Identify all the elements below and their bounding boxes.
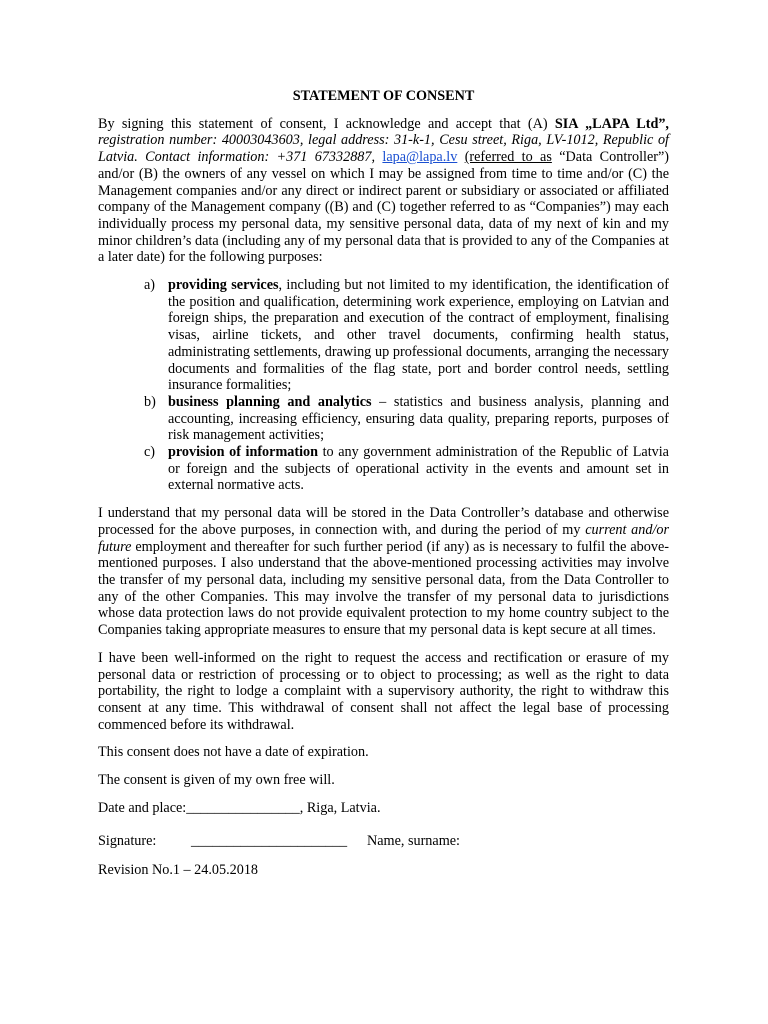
name-surname-label: Name, surname:	[367, 833, 460, 850]
list-marker: a)	[144, 277, 156, 294]
free-will-statement: The consent is given of my own free will.	[98, 772, 335, 789]
purposes-list	[98, 277, 669, 494]
data-storage-paragraph: I understand that my personal data will be stored in the Data Controller’s database and otherwise processed for the above purposes, in connection with, and during the period of my current and/or future employment and thereafter for such further period (if any) as is necessary to fulfil the above-mentioned purposes. I also understand that the above-mentioned processing activities may involve the transfer of my personal data, including my sensitive personal data, from the Data Controller to any of the other Companies. This may involve the transfer of my personal data to jurisdictions whose data protection laws do not provide equivalent protection to my home country subject to the Companies taking appropriate measures to ensure that my personal data is kept secure at all times.	[98, 505, 670, 639]
revision-note: Revision No.1 – 24.05.2018	[98, 862, 259, 879]
list-item	[98, 394, 669, 444]
referred-to-as: (referred to as	[464, 149, 552, 166]
purpose-text: to any government administration of the Republic of Latvia or foreign and the subjects of operational activity in the events and amount set in external normative acts.	[168, 444, 669, 494]
document-title: STATEMENT OF CONSENT	[292, 88, 475, 104]
list-marker: b)	[144, 393, 156, 410]
intro-text-1: By signing this statement of consent, I acknowledge and accept that (A)	[98, 115, 555, 132]
document-page	[98, 88, 669, 879]
expiration-statement: This consent does not have a date of expiration.	[98, 744, 369, 761]
purpose-text: , including but not limited to my identification, the identification of the position and qualification, determining work experience, employing on Latvian and foreign ships, the preparation and execution of the contract of employment, finalising visas, airline tickets, and other travel documents, confirming health status, administrating settlements, drawing up professional documents, arranging the necessary documents and formalities of the flag state, port and border control needs, settling insurance formalities;	[168, 277, 669, 394]
signature-row	[98, 833, 669, 850]
purpose-title: providing services	[168, 277, 279, 294]
employment-period: current and/or future	[98, 521, 670, 555]
signature-label: Signature:	[98, 833, 157, 850]
date-place-line: Date and place:________________, Riga, Latvia.	[98, 799, 381, 816]
purpose-text: – statistics and business analysis, planning and accounting, increasing efficiency, ensuring data quality, preparing reports, purposes of risk management activities;	[168, 393, 669, 444]
list-item	[98, 277, 669, 394]
purpose-title: business planning and analytics	[168, 393, 372, 410]
company-name: SIA „LAPA Ltd”,	[554, 115, 669, 132]
intro-text-2: “Data Controller”) and/or (B) the owners of any vessel on which I may be assigned from time to time and/or (C) the Management companies and/or any direct or indirect parent or subsidiary or associated or affiliated company of the Management company ((B) and (C) together referred to as “Companies”) may each individually process my personal data, my sensitive personal data, data of my next of kin and my minor children’s data (including any of my personal data that is provided to any of the Companies at a later date) for the following purposes:	[98, 149, 670, 266]
purpose-title: provision of information	[168, 444, 319, 461]
signature-line: ______________________	[191, 833, 348, 850]
list-marker: c)	[144, 444, 156, 461]
list-item	[98, 444, 669, 494]
rights-paragraph: I have been well-informed on the right to request the access and rectification or erasure of my personal data or restriction of processing or to object to processing; as well as the right to data portability, the right to lodge a complaint with a supervisory authority, the right to withdraw this consent at any time. This withdrawal of consent shall not affect the legal base of processing commenced before its withdrawal.	[98, 649, 669, 733]
contact-email-link[interactable]: lapa@lapa.lv	[382, 149, 458, 166]
company-details: registration number: 40003043603, legal address: 31-k-1, Cesu street, Riga, LV-1012, Republic of Latvia. Contact information: +371 67332887,	[98, 132, 669, 166]
intro-paragraph	[98, 116, 669, 266]
